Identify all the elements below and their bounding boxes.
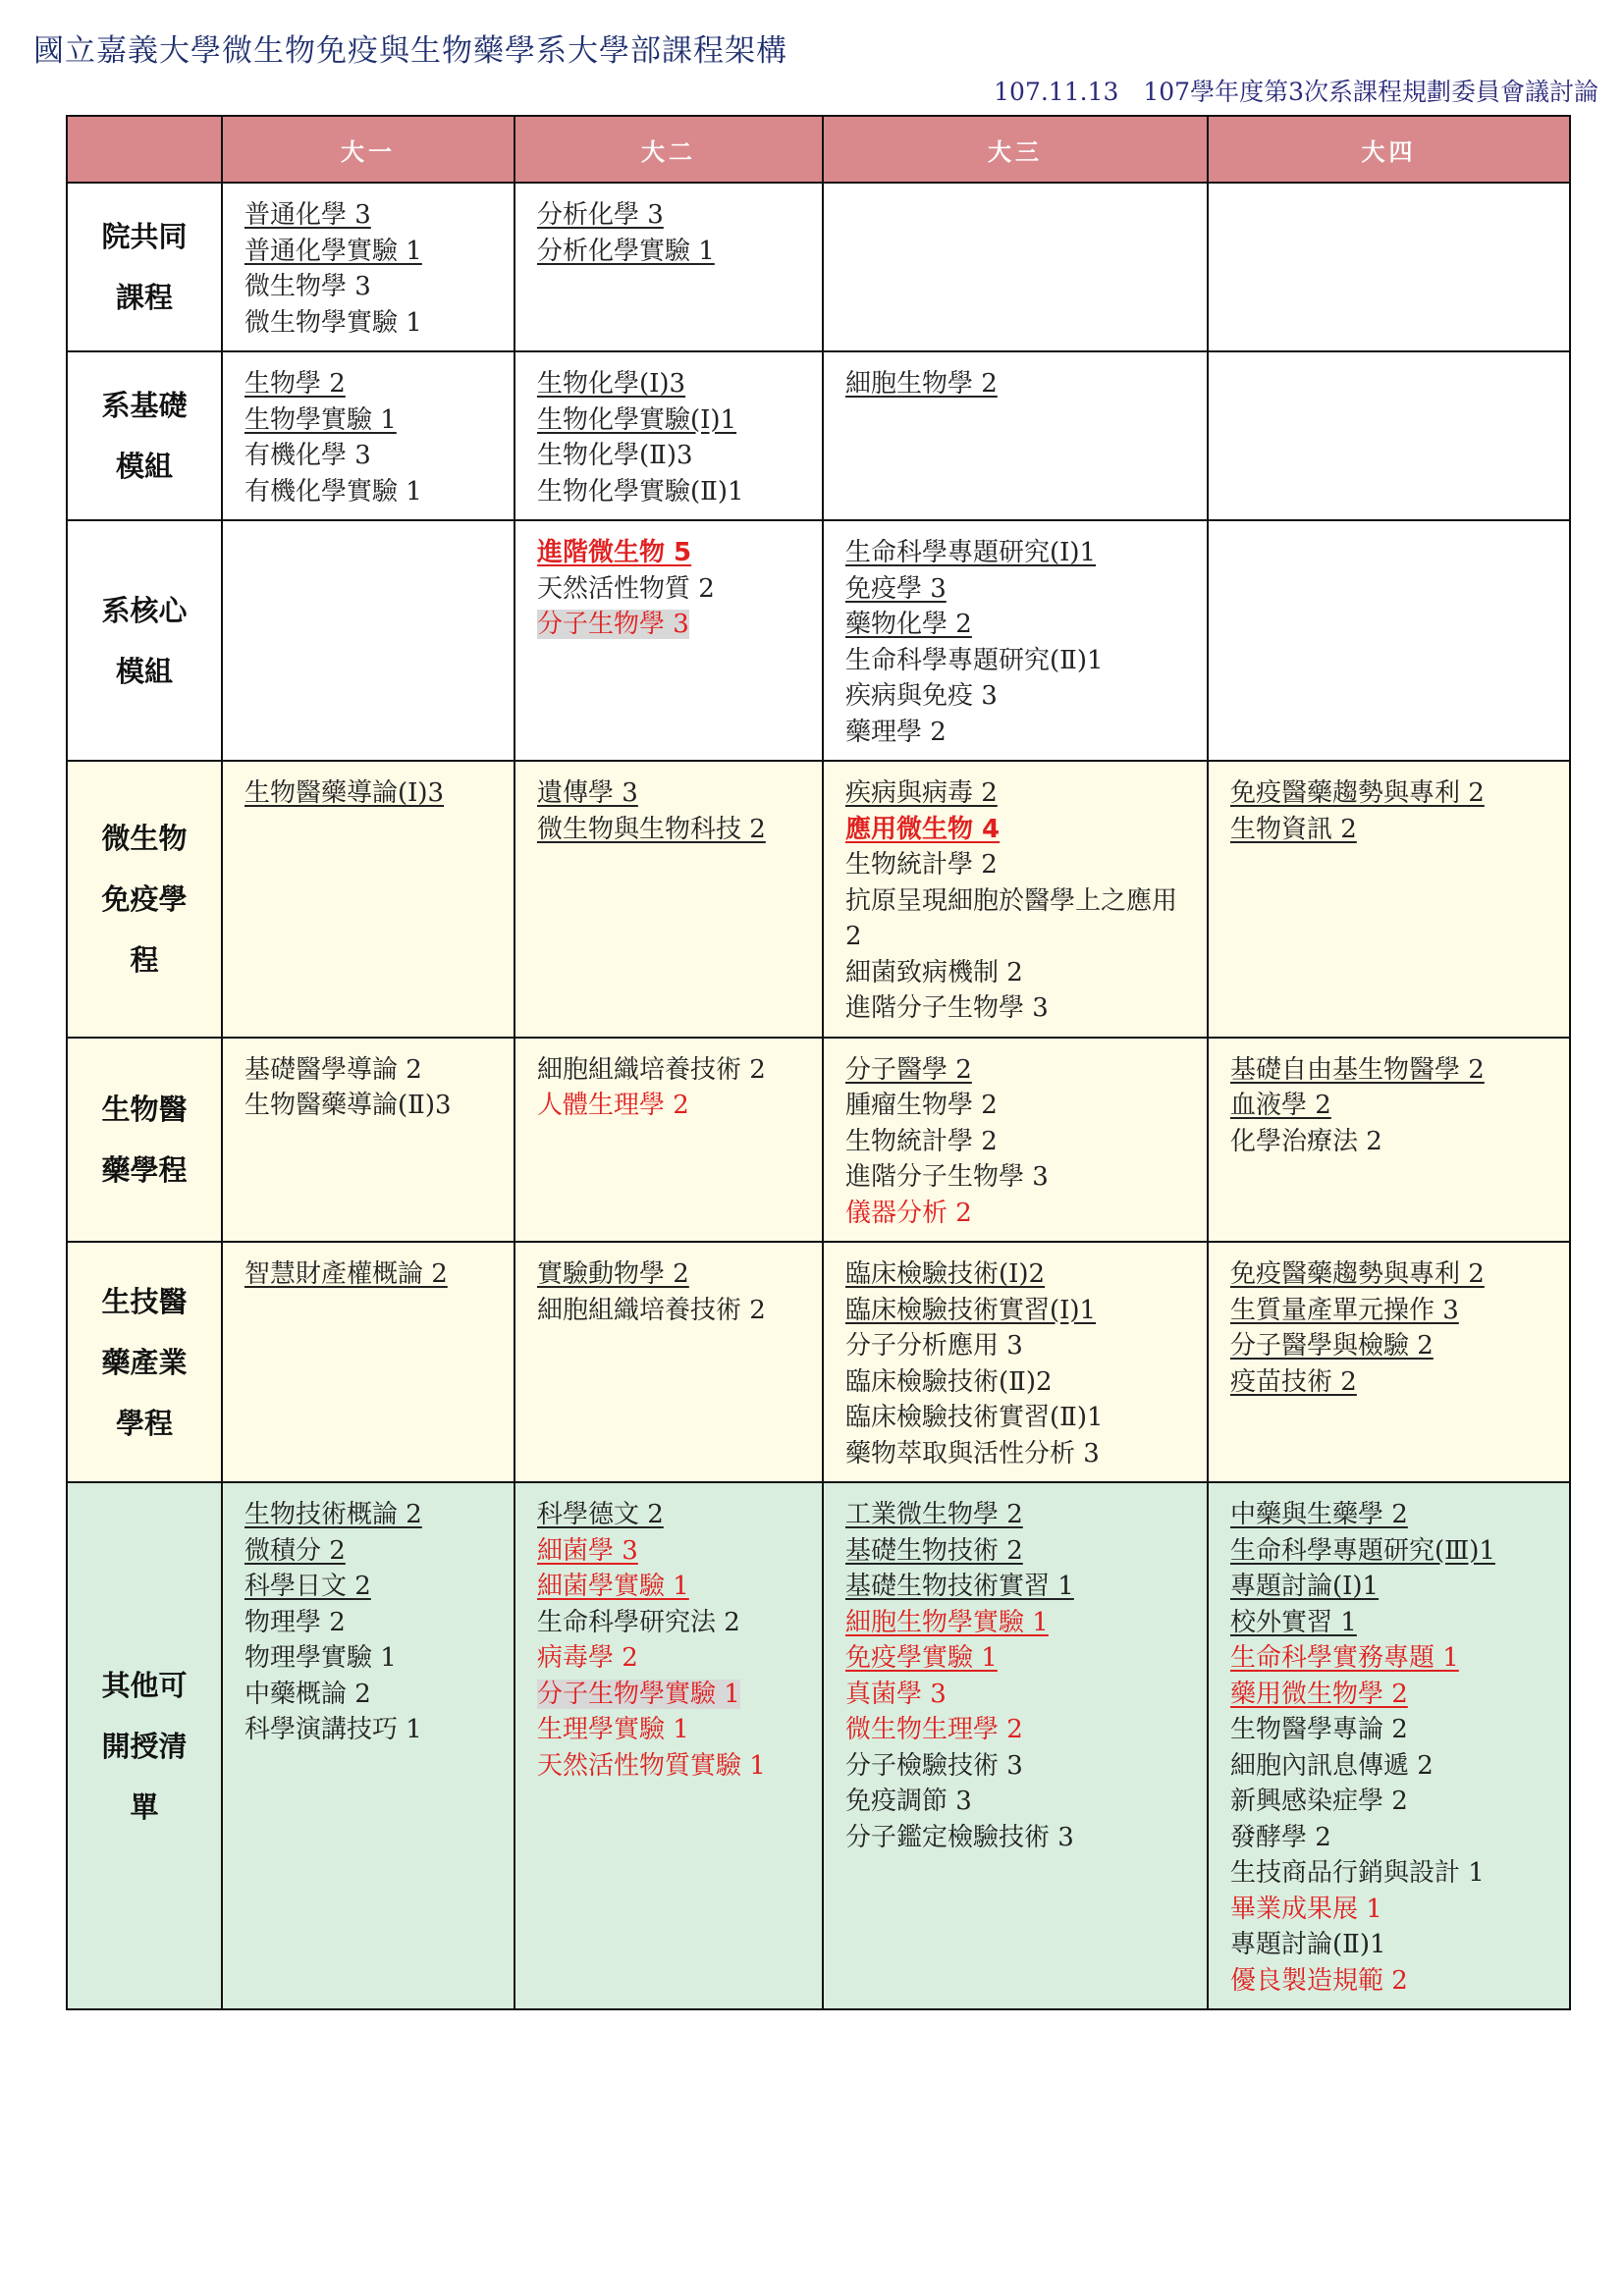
- course-item: [537, 535, 822, 571]
- course-item: [1230, 1328, 1569, 1364]
- course-item: [244, 1256, 514, 1293]
- course-item: [1230, 1088, 1569, 1124]
- course-name: 分子醫學與檢驗 2: [1230, 1331, 1434, 1361]
- course-name: 免疫學 3: [845, 573, 947, 604]
- course-name: 生命科學實務專題 1: [1230, 1643, 1459, 1673]
- row-label-line: 模組: [115, 450, 173, 483]
- course-name: 生物統計學 2: [845, 1126, 998, 1156]
- course-item: [244, 1497, 514, 1533]
- course-item: [1230, 1677, 1569, 1713]
- course-name: 分子檢驗技術 3: [845, 1750, 1023, 1781]
- course-name: 疾病與病毒 2: [845, 778, 998, 808]
- course-item: [845, 1256, 1207, 1293]
- course-name: 生物化學實驗(Ⅱ)1: [537, 476, 744, 507]
- course-item: [845, 847, 1207, 883]
- course-item: [845, 990, 1207, 1027]
- meeting-note: 107.11.13 107學年度第3次系課程規劃委員會議討論: [994, 78, 1598, 106]
- course-name: 有機化學實驗 1: [244, 476, 422, 507]
- course-item: [845, 1124, 1207, 1160]
- course-name: 生物醫學專論 2: [1230, 1715, 1408, 1744]
- course-name: 生物資訊 2: [1230, 814, 1357, 844]
- course-name: 臨床檢驗技術實習(Ⅱ)1: [845, 1403, 1104, 1432]
- course-name: 生物統計學 2: [845, 850, 998, 880]
- header-row: [67, 116, 1570, 183]
- course-item: [845, 571, 1207, 608]
- course-cell-year-1: [222, 1038, 514, 1243]
- course-item: [537, 402, 822, 439]
- row-label-line: 開授清: [101, 1729, 188, 1763]
- course-cell-year-4: [1208, 1242, 1570, 1482]
- curriculum-row: [67, 351, 1570, 520]
- header-year-2: 大二: [514, 116, 823, 183]
- course-cell-year-4: [1208, 351, 1570, 520]
- course-name: 進階分子生物學 3: [845, 993, 1049, 1023]
- course-item: [845, 715, 1207, 751]
- course-name: 細菌學 3: [537, 1535, 638, 1566]
- course-cell-year-2: [514, 1482, 823, 2009]
- course-item: [1230, 1364, 1569, 1401]
- course-name: 天然活性物質實驗 1: [537, 1750, 766, 1781]
- course-item: [845, 1159, 1207, 1196]
- course-name: 科學演講技巧 1: [244, 1715, 422, 1744]
- course-item: [1230, 1820, 1569, 1856]
- course-name: 藥理學 2: [845, 717, 947, 747]
- row-label-line: 院共同: [101, 220, 188, 253]
- row-label: [67, 761, 222, 1038]
- course-item: [1230, 1927, 1569, 1963]
- row-label: [67, 351, 222, 520]
- course-name: 生命科學專題研究(Ⅱ)1: [845, 645, 1104, 675]
- course-item: [1230, 1605, 1569, 1641]
- course-item: [845, 1436, 1207, 1472]
- course-name: 免疫醫藥趨勢與專利 2: [1230, 778, 1485, 808]
- course-item: [1230, 1892, 1569, 1928]
- course-name: 分子鑑定檢驗技術 3: [845, 1822, 1074, 1852]
- course-name: 細胞組織培養技術 2: [537, 1295, 766, 1325]
- row-label-line: 課程: [115, 281, 173, 314]
- course-name: 有機化學 3: [244, 441, 371, 470]
- page-title: 國立嘉義大學微生物免疫與生物藥學系大學部課程架構: [33, 33, 787, 69]
- course-item: [845, 1784, 1207, 1820]
- row-label-line: 藥學程: [101, 1152, 188, 1187]
- course-item: [845, 1712, 1207, 1748]
- course-name: 物理學 2: [244, 1607, 346, 1637]
- course-name: 校外實習 1: [1230, 1607, 1357, 1637]
- course-name: 腫瘤生物學 2: [845, 1091, 998, 1120]
- course-name: 科學德文 2: [537, 1500, 664, 1529]
- course-cell-year-1: [222, 351, 514, 520]
- course-name: 生物化學(Ⅱ)3: [537, 441, 693, 470]
- course-cell-year-3: [823, 1242, 1208, 1482]
- course-item: [537, 1256, 822, 1293]
- course-item: [537, 438, 822, 474]
- course-name: 遺傳學 3: [537, 778, 638, 808]
- course-name: 生物化學(Ⅰ)3: [537, 369, 686, 399]
- course-item: [845, 607, 1207, 643]
- course-cell-year-1: [222, 761, 514, 1038]
- course-name: 生物醫藥導論(Ⅱ)3: [244, 1091, 452, 1120]
- course-name: 基礎自由基生物醫學 2: [1230, 1054, 1485, 1085]
- course-item: [537, 1677, 822, 1713]
- course-name: 進階微生物 5: [537, 538, 692, 567]
- course-item: [244, 775, 514, 812]
- course-item: [845, 1640, 1207, 1677]
- row-label-line: 生技醫: [101, 1284, 188, 1318]
- course-name: 進階分子生物學 3: [845, 1162, 1049, 1192]
- course-name: 細胞生物學實驗 1: [845, 1607, 1049, 1637]
- course-cell-year-2: [514, 1242, 823, 1482]
- course-name: 免疫調節 3: [845, 1787, 972, 1816]
- course-name: 中藥與生藥學 2: [1230, 1500, 1408, 1529]
- course-cell-year-2: [514, 520, 823, 761]
- course-name: 臨床檢驗技術實習(Ⅰ)1: [845, 1295, 1097, 1325]
- course-cell-year-3: [823, 183, 1208, 351]
- curriculum-row: [67, 761, 1570, 1038]
- course-item: [537, 1748, 822, 1785]
- course-name: 生質量產單元操作 3: [1230, 1295, 1459, 1325]
- course-item: [537, 366, 822, 402]
- course-cell-year-1: [222, 520, 514, 761]
- course-name: 工業微生物學 2: [845, 1500, 1023, 1529]
- course-item: [537, 607, 822, 643]
- course-name: 新興感染症學 2: [1230, 1787, 1408, 1816]
- course-item: [845, 1533, 1207, 1570]
- curriculum-row: [67, 183, 1570, 351]
- course-name: 細胞生物學 2: [845, 369, 998, 399]
- row-label: [67, 183, 222, 351]
- course-cell-year-1: [222, 1242, 514, 1482]
- row-label: [67, 1242, 222, 1482]
- course-name: 臨床檢驗技術(Ⅰ)2: [845, 1259, 1046, 1289]
- course-item: [845, 1605, 1207, 1641]
- course-item: [845, 955, 1207, 991]
- course-name: 基礎生物技術實習 1: [845, 1572, 1074, 1601]
- course-name: 分子分析應用 3: [845, 1331, 1023, 1361]
- course-name: 中藥概論 2: [244, 1679, 371, 1709]
- course-item: [537, 234, 822, 270]
- course-name: 化學治療法 2: [1230, 1126, 1382, 1156]
- course-item: [244, 1088, 514, 1124]
- course-item: [845, 1364, 1207, 1401]
- course-name: 藥用微生物學 2: [1230, 1679, 1408, 1709]
- course-item: [537, 1712, 822, 1748]
- curriculum-row: [67, 1242, 1570, 1482]
- row-label-line: 學程: [115, 1406, 173, 1440]
- course-item: [244, 1533, 514, 1570]
- course-cell-year-2: [514, 183, 823, 351]
- course-item: [1230, 1052, 1569, 1089]
- course-item: [845, 1196, 1207, 1232]
- row-label-line: 微生物: [101, 821, 188, 855]
- course-name: 真菌學 3: [845, 1679, 947, 1709]
- header-year-4: 大四: [1208, 116, 1570, 183]
- course-cell-year-2: [514, 1038, 823, 1243]
- row-label-line: 藥產業: [101, 1345, 188, 1379]
- course-cell-year-4: [1208, 520, 1570, 761]
- course-item: [1230, 1124, 1569, 1160]
- course-name: 分析化學實驗 1: [537, 236, 715, 266]
- course-item: [244, 1052, 514, 1089]
- course-cell-year-4: [1208, 1038, 1570, 1243]
- course-item: [1230, 1569, 1569, 1605]
- course-name: 基礎生物技術 2: [845, 1535, 1023, 1566]
- header-year-3: 大三: [823, 116, 1208, 183]
- course-item: [845, 1748, 1207, 1785]
- curriculum-row: [67, 520, 1570, 761]
- course-item: [244, 305, 514, 342]
- header-year-1: 大一: [222, 116, 514, 183]
- course-item: [244, 438, 514, 474]
- course-name: 生物醫藥導論(Ⅰ)3: [244, 778, 445, 808]
- course-name: 生物化學實驗(Ⅰ)1: [537, 404, 737, 435]
- curriculum-table: [66, 115, 1571, 2010]
- course-item: [537, 812, 822, 848]
- course-name: 畢業成果展 1: [1230, 1894, 1382, 1924]
- course-item: [1230, 1712, 1569, 1748]
- course-name: 物理學實驗 1: [244, 1643, 397, 1673]
- course-name: 微生物生理學 2: [845, 1715, 1023, 1744]
- course-name: 實驗動物學 2: [537, 1259, 689, 1289]
- course-name: 普通化學 3: [244, 200, 371, 230]
- course-cell-year-3: [823, 1482, 1208, 2009]
- row-label-line: 單: [130, 1789, 159, 1824]
- course-name: 普通化學實驗 1: [244, 236, 422, 266]
- course-item: [1230, 1293, 1569, 1329]
- course-cell-year-1: [222, 183, 514, 351]
- course-name: 細菌學實驗 1: [537, 1572, 689, 1601]
- course-item: [845, 812, 1207, 848]
- course-item: [845, 1052, 1207, 1089]
- course-item: [1230, 1533, 1569, 1570]
- course-cell-year-2: [514, 761, 823, 1038]
- course-item: [1230, 1256, 1569, 1293]
- course-item: [244, 402, 514, 439]
- course-name: 分析化學 3: [537, 200, 664, 230]
- course-item: [537, 1533, 822, 1570]
- course-item: [845, 1820, 1207, 1856]
- course-name: 優良製造規範 2: [1230, 1965, 1408, 1996]
- course-item: [244, 197, 514, 234]
- course-item: [845, 678, 1207, 715]
- course-item: [1230, 1855, 1569, 1892]
- course-name: 生技商品行銷與設計 1: [1230, 1858, 1485, 1888]
- course-name: 抗原呈現細胞於醫學上之應用 2: [845, 885, 1178, 951]
- course-name: 微積分 2: [244, 1535, 346, 1566]
- course-item: [1230, 775, 1569, 812]
- course-name: 生物學 2: [244, 369, 346, 399]
- course-item: [1230, 1963, 1569, 2000]
- course-name: 細胞內訊息傳遞 2: [1230, 1750, 1434, 1781]
- course-cell-year-4: [1208, 1482, 1570, 2009]
- course-name: 生命科學專題研究(Ⅰ)1: [845, 538, 1097, 567]
- course-item: [845, 535, 1207, 571]
- row-label-line: 其他可: [101, 1668, 188, 1702]
- course-item: [845, 775, 1207, 812]
- course-name: 生命科學專題研究(Ⅲ)1: [1230, 1535, 1495, 1566]
- course-name: 基礎醫學導論 2: [244, 1054, 422, 1085]
- course-name: 分子生物學 3: [537, 610, 689, 639]
- course-item: [244, 366, 514, 402]
- course-item: [537, 1088, 822, 1124]
- course-name: 人體生理學 2: [537, 1091, 689, 1120]
- course-name: 專題討論(Ⅰ)1: [1230, 1572, 1380, 1601]
- course-item: [845, 883, 1207, 955]
- course-cell-year-4: [1208, 761, 1570, 1038]
- course-item: [845, 1293, 1207, 1329]
- course-item: [537, 1497, 822, 1533]
- course-item: [845, 1569, 1207, 1605]
- course-item: [244, 474, 514, 510]
- course-name: 生命科學研究法 2: [537, 1607, 740, 1637]
- course-name: 免疫學實驗 1: [845, 1643, 998, 1673]
- course-name: 病毒學 2: [537, 1643, 638, 1673]
- row-label-line: 程: [130, 942, 159, 977]
- course-cell-year-4: [1208, 183, 1570, 351]
- course-name: 分子生物學實驗 1: [537, 1679, 740, 1709]
- row-label-line: 生物醫: [101, 1092, 188, 1126]
- course-name: 細菌致病機制 2: [845, 957, 1023, 988]
- course-cell-year-1: [222, 1482, 514, 2009]
- course-item: [537, 474, 822, 510]
- course-cell-year-3: [823, 1038, 1208, 1243]
- row-label: [67, 1038, 222, 1243]
- course-item: [1230, 812, 1569, 848]
- curriculum-body: [67, 183, 1570, 2009]
- course-item: [244, 1640, 514, 1677]
- curriculum-row: [67, 1482, 1570, 2009]
- row-label: [67, 1482, 222, 2009]
- course-item: [244, 234, 514, 270]
- row-label-line: 系基礎: [101, 389, 188, 422]
- course-item: [845, 1328, 1207, 1364]
- course-name: 臨床檢驗技術(Ⅱ)2: [845, 1366, 1053, 1397]
- course-name: 細胞組織培養技術 2: [537, 1054, 766, 1085]
- course-name: 專題討論(Ⅱ)1: [1230, 1930, 1386, 1959]
- course-cell-year-2: [514, 351, 823, 520]
- course-name: 應用微生物 4: [845, 814, 1001, 844]
- course-item: [845, 1400, 1207, 1436]
- course-name: 藥物萃取與活性分析 3: [845, 1438, 1100, 1468]
- course-cell-year-3: [823, 761, 1208, 1038]
- course-name: 生物技術概論 2: [244, 1500, 422, 1529]
- row-label-line: 系核心: [101, 593, 188, 627]
- course-item: [845, 1677, 1207, 1713]
- curriculum-row: [67, 1038, 1570, 1243]
- course-item: [537, 1052, 822, 1089]
- course-name: 發酵學 2: [1230, 1822, 1331, 1852]
- course-name: 血液學 2: [1230, 1091, 1331, 1120]
- course-item: [845, 366, 1207, 402]
- course-item: [537, 1293, 822, 1329]
- corner-cell: [67, 116, 222, 183]
- row-label: [67, 520, 222, 761]
- course-name: 微生物學實驗 1: [244, 307, 422, 338]
- course-name: 分子醫學 2: [845, 1054, 972, 1085]
- course-item: [537, 775, 822, 812]
- course-item: [1230, 1640, 1569, 1677]
- course-cell-year-3: [823, 351, 1208, 520]
- row-label-line: 模組: [115, 654, 173, 688]
- course-name: 儀器分析 2: [845, 1198, 972, 1228]
- course-name: 微生物學 3: [244, 272, 371, 301]
- course-name: 生理學實驗 1: [537, 1715, 689, 1744]
- course-item: [1230, 1784, 1569, 1820]
- course-name: 微生物與生物科技 2: [537, 814, 766, 844]
- course-item: [1230, 1748, 1569, 1785]
- course-item: [537, 571, 822, 608]
- course-cell-year-3: [823, 520, 1208, 761]
- row-label-line: 免疫學: [101, 881, 188, 916]
- course-item: [244, 1605, 514, 1641]
- course-name: 科學日文 2: [244, 1572, 371, 1601]
- course-name: 天然活性物質 2: [537, 573, 715, 604]
- course-name: 藥物化學 2: [845, 610, 972, 639]
- course-name: 免疫醫藥趨勢與專利 2: [1230, 1259, 1485, 1289]
- course-item: [244, 1712, 514, 1748]
- course-name: 生物學實驗 1: [244, 404, 397, 435]
- course-item: [845, 643, 1207, 679]
- course-item: [845, 1088, 1207, 1124]
- course-item: [244, 1569, 514, 1605]
- course-name: 疫苗技術 2: [1230, 1366, 1357, 1397]
- course-item: [537, 1605, 822, 1641]
- course-item: [845, 1497, 1207, 1533]
- course-item: [537, 1640, 822, 1677]
- course-item: [537, 1569, 822, 1605]
- course-item: [1230, 1497, 1569, 1533]
- course-item: [244, 1677, 514, 1713]
- course-item: [244, 269, 514, 305]
- course-item: [537, 197, 822, 234]
- course-name: 智慧財產權概論 2: [244, 1259, 448, 1289]
- course-name: 疾病與免疫 3: [845, 681, 998, 711]
